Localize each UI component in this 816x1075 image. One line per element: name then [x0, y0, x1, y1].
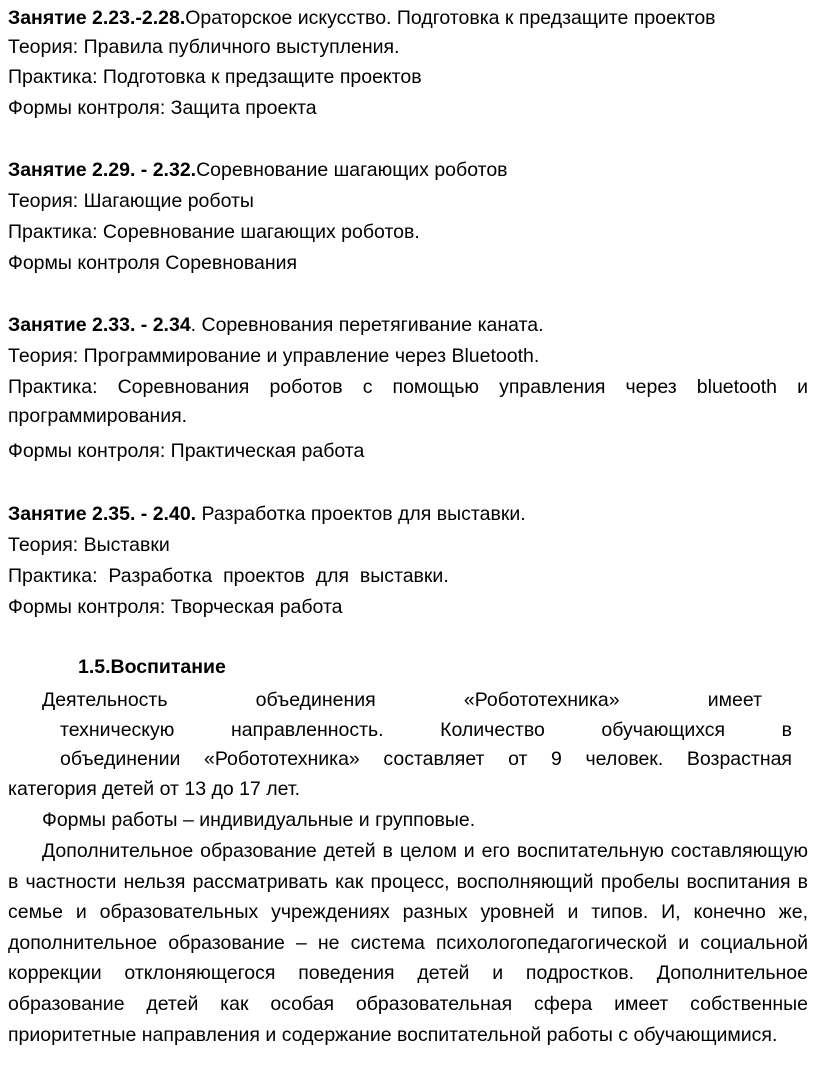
paragraph-line: категория детей от 13 до 17 лет.	[8, 778, 301, 800]
lesson-practice: Практика: Соревнования роботов с помощью управления через bluetooth и	[8, 376, 808, 398]
lesson-heading	[8, 500, 808, 529]
paragraph-line: Деятельность объединения «Робототехника» имеет	[42, 689, 762, 711]
paragraph: Формы работы – индивидуальные и групповые.	[42, 809, 476, 831]
lesson-title: Соревнование шагающих роботов	[196, 159, 508, 181]
lesson-title: Ораторское искусство. Подготовка к предзащите проектов	[185, 7, 716, 29]
lesson-control: Формы контроля: Практическая работа	[8, 440, 365, 462]
lesson-number: Занятие 2.33. - 2.34	[8, 314, 191, 336]
lesson-practice: Практика: Разработка проектов для выставки.	[8, 565, 449, 587]
lesson-number: Занятие 2.23.-2.28.	[8, 7, 186, 29]
lesson-control: Формы контроля Соревнования	[8, 252, 298, 274]
lesson-heading	[8, 311, 808, 340]
lesson-control: Формы контроля: Творческая работа	[8, 596, 343, 618]
lesson-practice: Практика: Соревнование шагающих роботов.	[8, 221, 420, 243]
lesson-heading	[8, 4, 808, 33]
lesson-title: . Соревнования перетягивание каната.	[190, 314, 544, 336]
paragraph-line: техническую направленность. Количество обучающихся в	[60, 719, 792, 741]
lesson-theory: Теория: Программирование и управление через Bluetooth.	[8, 345, 540, 367]
paragraph: Дополнительное образование детей в целом и его воспитательную составляющую в частности нельзя рассматривать как процесс, восполняющий пробелы воспитания в семье и образовательных учреждениях разных уровней и типов. И, конечно же, дополнительное образование – не система психологопедагогической и социальной коррекции отклоняющегося поведения детей и подростков. Дополнительное образование детей как особая образовательная сфера имеет собственные приоритетные направления и содержание воспитательной работы с обучающимися.	[8, 840, 808, 1046]
paragraph-line: объединении «Робототехника» составляет от 9 человек. Возрастная	[60, 748, 792, 770]
lesson-theory: Теория: Выставки	[8, 534, 170, 556]
section-title: 1.5.Воспитание	[78, 656, 226, 678]
lesson-control: Формы контроля: Защита проекта	[8, 97, 317, 119]
lesson-practice: Практика: Подготовка к предзащите проектов	[8, 66, 422, 88]
lesson-heading	[8, 156, 808, 185]
lesson-theory: Теория: Шагающие роботы	[8, 190, 254, 212]
lesson-theory: Теория: Правила публичного выступления.	[8, 36, 400, 58]
lesson-title: Разработка проектов для выставки.	[196, 503, 526, 525]
lesson-number: Занятие 2.35. - 2.40.	[8, 503, 197, 525]
lesson-number: Занятие 2.29. - 2.32.	[8, 159, 197, 181]
lesson-practice-cont: программирования.	[8, 405, 188, 427]
